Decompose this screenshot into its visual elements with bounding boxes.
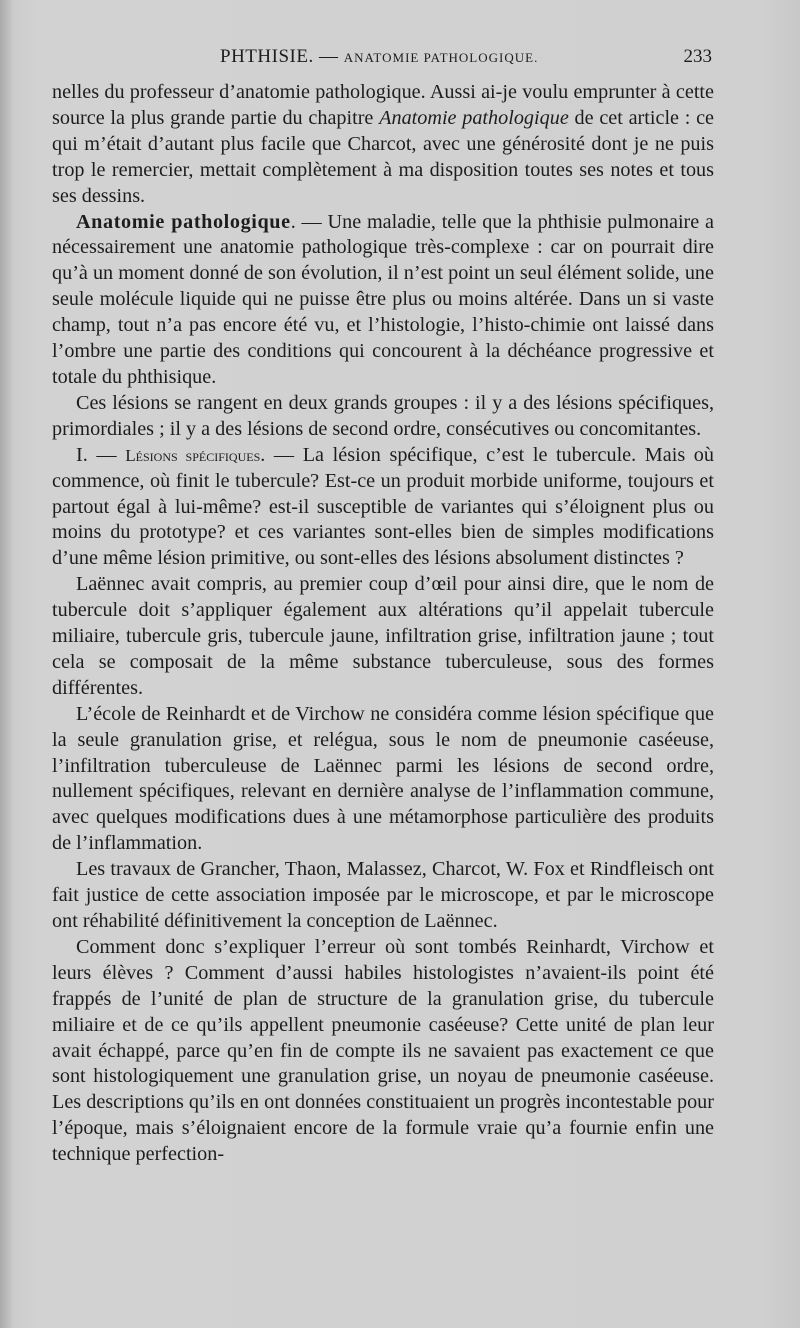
paragraph-anatomie — [52, 210, 714, 391]
section-heading: Anatomie pathologique — [76, 210, 291, 233]
paragraph-erreur: Comment donc s’expliquer l’erreur où sont tombés Reinhardt, Virchow et leurs élèves ? Comment d’aussi habiles histologistes n’avaient-ils point été frappés de l’unité de plan de structure de la granulation grise, du tubercule miliaire et de ce qu’ils appellent pneumonie caséeuse? Cette unité de plan leur avait échappé, parce qu’en fin de compte ils ne savaient pas exactement ce que sont histologiquement une granulation grise, un noyau de pneumonie caséeuse. Les descriptions qu’ils en ont données constituaient un progrès incontestable pour l’époque, mais s’éloignaient encore de la formule vraie qu’a fournie enfin une technique perfection- — [52, 935, 714, 1166]
paragraph-continuation — [52, 80, 714, 210]
running-title-main: PHTHISIE. — — [220, 46, 344, 67]
paragraph-laennec: Laënnec avait compris, au premier coup d’œil pour ainsi dire, que le nom de tubercule doit s’appliquer également aux altérations qu’il appelait tubercule miliaire, tubercule gris, tubercule jaune, infiltration grise, infiltration jaune ; tout cela se composait de la même substance tuberculeuse, sous des formes différentes. — [52, 573, 714, 699]
paragraph-0-text: nelles du professeur d’anatomie pathologique. Aussi ai-je voulu emprunter à cette source la plus grande partie du chapitre — [52, 81, 714, 129]
body-text — [52, 80, 714, 1168]
paragraph-travaux: Les travaux de Grancher, Thaon, Malassez, Charcot, W. Fox et Rindfleisch ont fait justice de cette association imposée par le microscope, et par le microscope ont réhabilité définitivement la conception de Laënnec. — [52, 858, 714, 932]
paragraph-lesions — [52, 443, 714, 573]
paragraph-3-text: . — La lésion spécifique, c’est le tubercule. Mais où commence, où finit le tubercule? Est-ce un produit morbide uniforme, toujours et partout égal à lui-même? est-il susceptible de variantes qui s’éloignent plus ou moins du prototype? et ces variantes sont-elles bien de simples modifications d’une même lésion primitive, ou sont-elles des lésions absolument distinctes ? — [52, 443, 714, 570]
page-number: 233 — [683, 46, 712, 67]
subsection-heading: Lésions spécifiques — [125, 445, 261, 465]
paragraph-groups: Ces lésions se rangent en deux grands groupes : il y a des lésions spécifiques, primordiales ; il y a des lésions de second ordre, consécutives ou concomitantes. — [52, 391, 714, 440]
running-title — [220, 46, 538, 68]
page-header — [220, 46, 740, 76]
paragraph-reinhardt: L’école de Reinhardt et de Virchow ne considéra comme lésion spécifique que la seule granulation grise, et relégua, sous le nom de pneumonie caséeuse, l’infiltration tuberculeuse de Laënnec parmi les lésions de second ordre, nullement spécifiques, relevant en dernière analyse de l’inflammation commune, avec quelques modifications dues à une métamorphose particulière des produits de l’inflammation. — [52, 702, 714, 855]
running-title-subject: ANATOMIE PATHOLOGIQUE. — [343, 50, 539, 65]
paragraph-0-end: de cet article : ce qui m’était d’autant plus facile que Charcot, avec une générosité dont je ne puis trop le remercier, mettait complètement à ma disposition toutes ses notes et tous ses dessins. — [52, 106, 715, 207]
paragraph-1-text: . — Une maladie, telle que la phthisie pulmonaire a nécessairement une anatomie pathologique très-complexe : car on pourrait dire qu’à un moment donné de son évolution, il n’est point un seul élément solide, une seule molécule liquide qui ne puisse être plus ou moins altérée. Dans un si vaste champ, tout n’a pas encore été vu, et l’histologie, l’histo-chimie ont laissé dans l’ombre une partie des conditions qui concourent à la déchéance progressive et totale du phthisique. — [52, 210, 714, 388]
italic-title: Anatomie pathologique — [379, 106, 569, 129]
section-number: I. — — [76, 443, 126, 466]
